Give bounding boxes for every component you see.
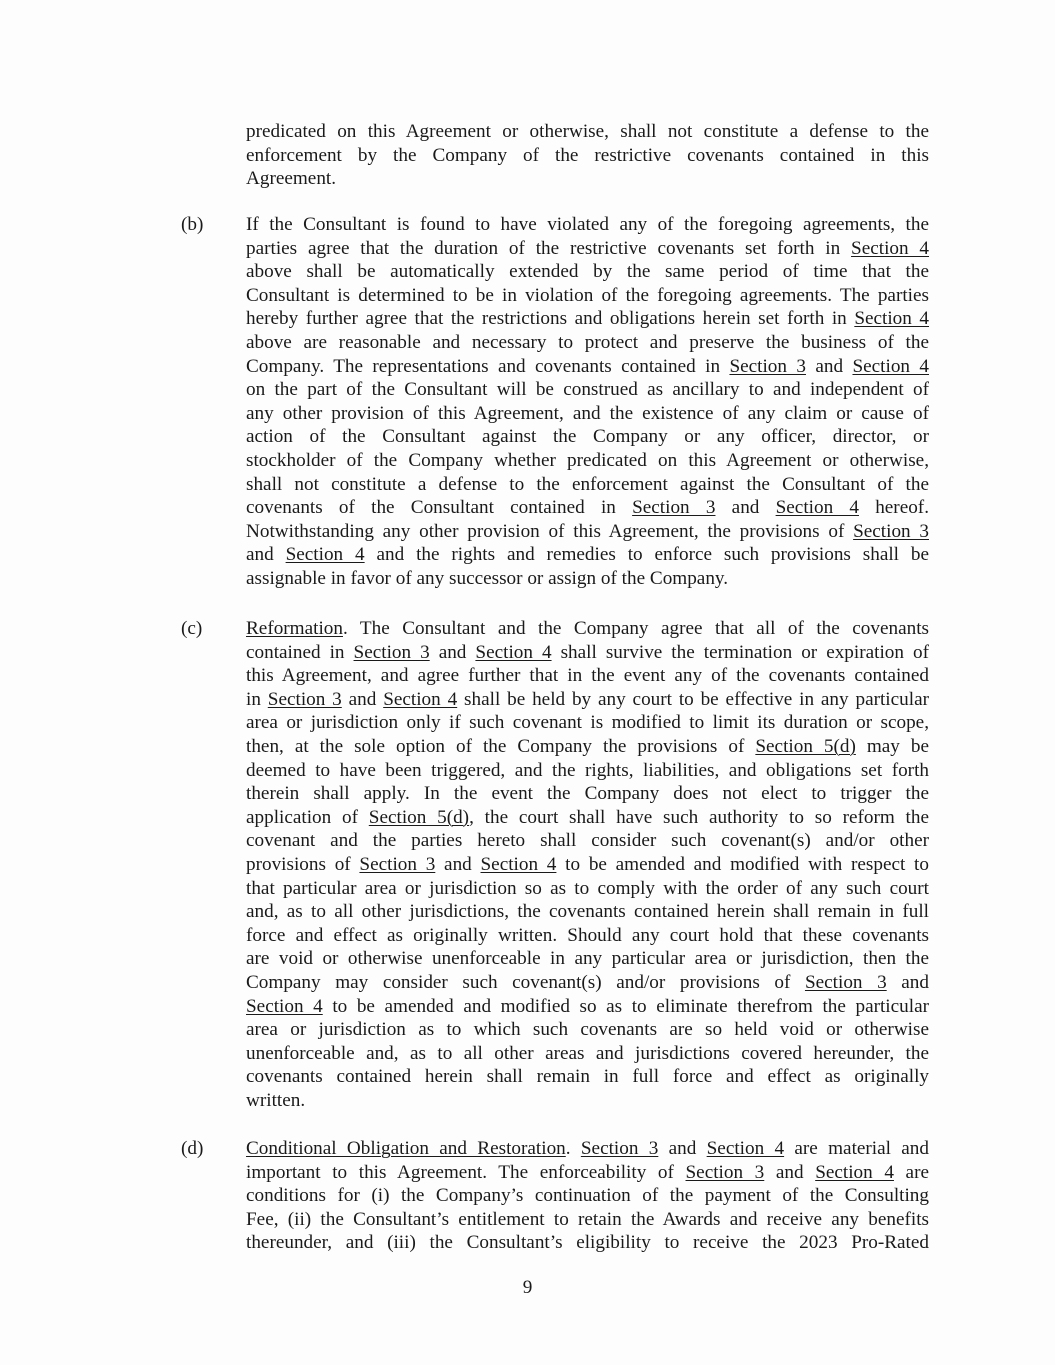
text-line: shall not constitute a defense to the enforcement against the Consultant of the [246,473,929,495]
text-line: stockholder of the Company whether predicated on this Agreement or otherwise, [246,449,929,471]
text-line: Section 4 to be amended and modified so as to eliminate therefrom the particular [246,995,929,1017]
text-line: Conditional Obligation and Restoration. Section 3 and Section 4 are material and [246,1138,929,1159]
text-line: deemed to have been triggered, and the rights, liabilities, and obligations set forth [246,759,929,781]
text-line: force and effect as originally written. Should any court hold that these covenants [246,924,929,946]
text-line: Fee, (ii) the Consultant’s entitlement to retain the Awards and receive any benefits [246,1208,929,1230]
text-line: Agreement. [246,168,337,190]
text-line: any other provision of this Agreement, and the existence of any claim or cause of [246,402,929,424]
text-line: Notwithstanding any other provision of this Agreement, the provisions of Section 3 [246,520,929,542]
text-line: Reformation. The Consultant and the Company agree that all of the covenants [246,618,929,639]
intro-paragraph [246,120,929,191]
para-d-label: (d) [181,1138,204,1159]
text-line: above shall be automatically extended by the same period of time that the [246,261,929,283]
para-b-body [246,213,929,591]
text-line: written. [246,1089,306,1111]
text-line: above are reasonable and necessary to protect and preserve the business of the [246,331,929,353]
text-line: important to this Agreement. The enforceability of Section 3 and Section 4 are [246,1161,929,1183]
text-line: that particular area or jurisdiction so as to comply with the order of any such court [246,877,929,899]
para-b-label: (b) [181,214,204,235]
text-line: parties agree that the duration of the restrictive covenants set forth in Section 4 [246,237,929,259]
text-line: in Section 3 and Section 4 shall be held by any court to be effective in any particular [246,688,929,710]
text-line: assignable in favor of any successor or assign of the Company. [246,567,729,589]
text-line: on the part of the Consultant will be construed as ancillary to and independent of [246,379,929,401]
text-line: are void or otherwise unenforceable in any particular area or jurisdiction, then the [246,948,929,970]
text-line: covenants of the Consultant contained in Section 3 and Section 4 hereof. [246,497,929,519]
text-line: Consultant is determined to be in violation of the foregoing agreements. The parties [246,284,929,306]
text-line: this Agreement, and agree further that in the event any of the covenants contained [246,665,929,687]
text-line: covenants contained herein shall remain in full force and effect as originally [246,1066,929,1088]
text-line: unenforceable and, as to all other areas and jurisdictions covered hereunder, the [246,1042,929,1064]
text-line: hereby further agree that the restrictions and obligations herein set forth in Section 4 [246,308,929,330]
text-line: area or jurisdiction as to which such covenants are so held void or otherwise [246,1019,929,1041]
para-d-body [246,1137,929,1255]
text-line: enforcement by the Company of the restrictive covenants contained in this [246,144,929,166]
text-line: application of Section 5(d), the court shall have such authority to so reform the [246,806,929,828]
text-line: and Section 4 and the rights and remedies to enforce such provisions shall be [246,544,929,566]
text-line: covenant and the parties hereto shall consider such covenant(s) and/or other [246,830,929,852]
text-line: action of the Consultant against the Company or any officer, director, or [246,426,929,448]
para-c-label: (c) [181,618,203,639]
text-line: then, at the sole option of the Company the provisions of Section 5(d) may be [246,735,929,757]
text-line: Company. The representations and covenants contained in Section 3 and Section 4 [246,355,929,377]
text-line: provisions of Section 3 and Section 4 to be amended and modified with respect to [246,853,929,875]
text-line: predicated on this Agreement or otherwise, shall not constitute a defense to the [246,121,929,142]
text-line: conditions for (i) the Company’s continuation of the payment of the Consulting [246,1185,929,1207]
text-line: and, as to all other jurisdictions, the covenants contained herein shall remain in full [246,901,929,923]
text-line: therein shall apply. In the event the Company does not elect to trigger the [246,783,929,805]
para-c-body [246,617,929,1112]
text-line: Company may consider such covenant(s) and/or provisions of Section 3 and [246,971,929,993]
text-line: contained in Section 3 and Section 4 shall survive the termination or expiration of [246,641,929,663]
text-line: area or jurisdiction only if such covenant is modified to limit its duration or scope, [246,712,929,734]
page-number: 9 [522,1277,533,1298]
text-line: thereunder, and (iii) the Consultant’s eligibility to receive the 2023 Pro-Rated [246,1232,929,1254]
text-line: If the Consultant is found to have violated any of the foregoing agreements, the [246,214,929,235]
